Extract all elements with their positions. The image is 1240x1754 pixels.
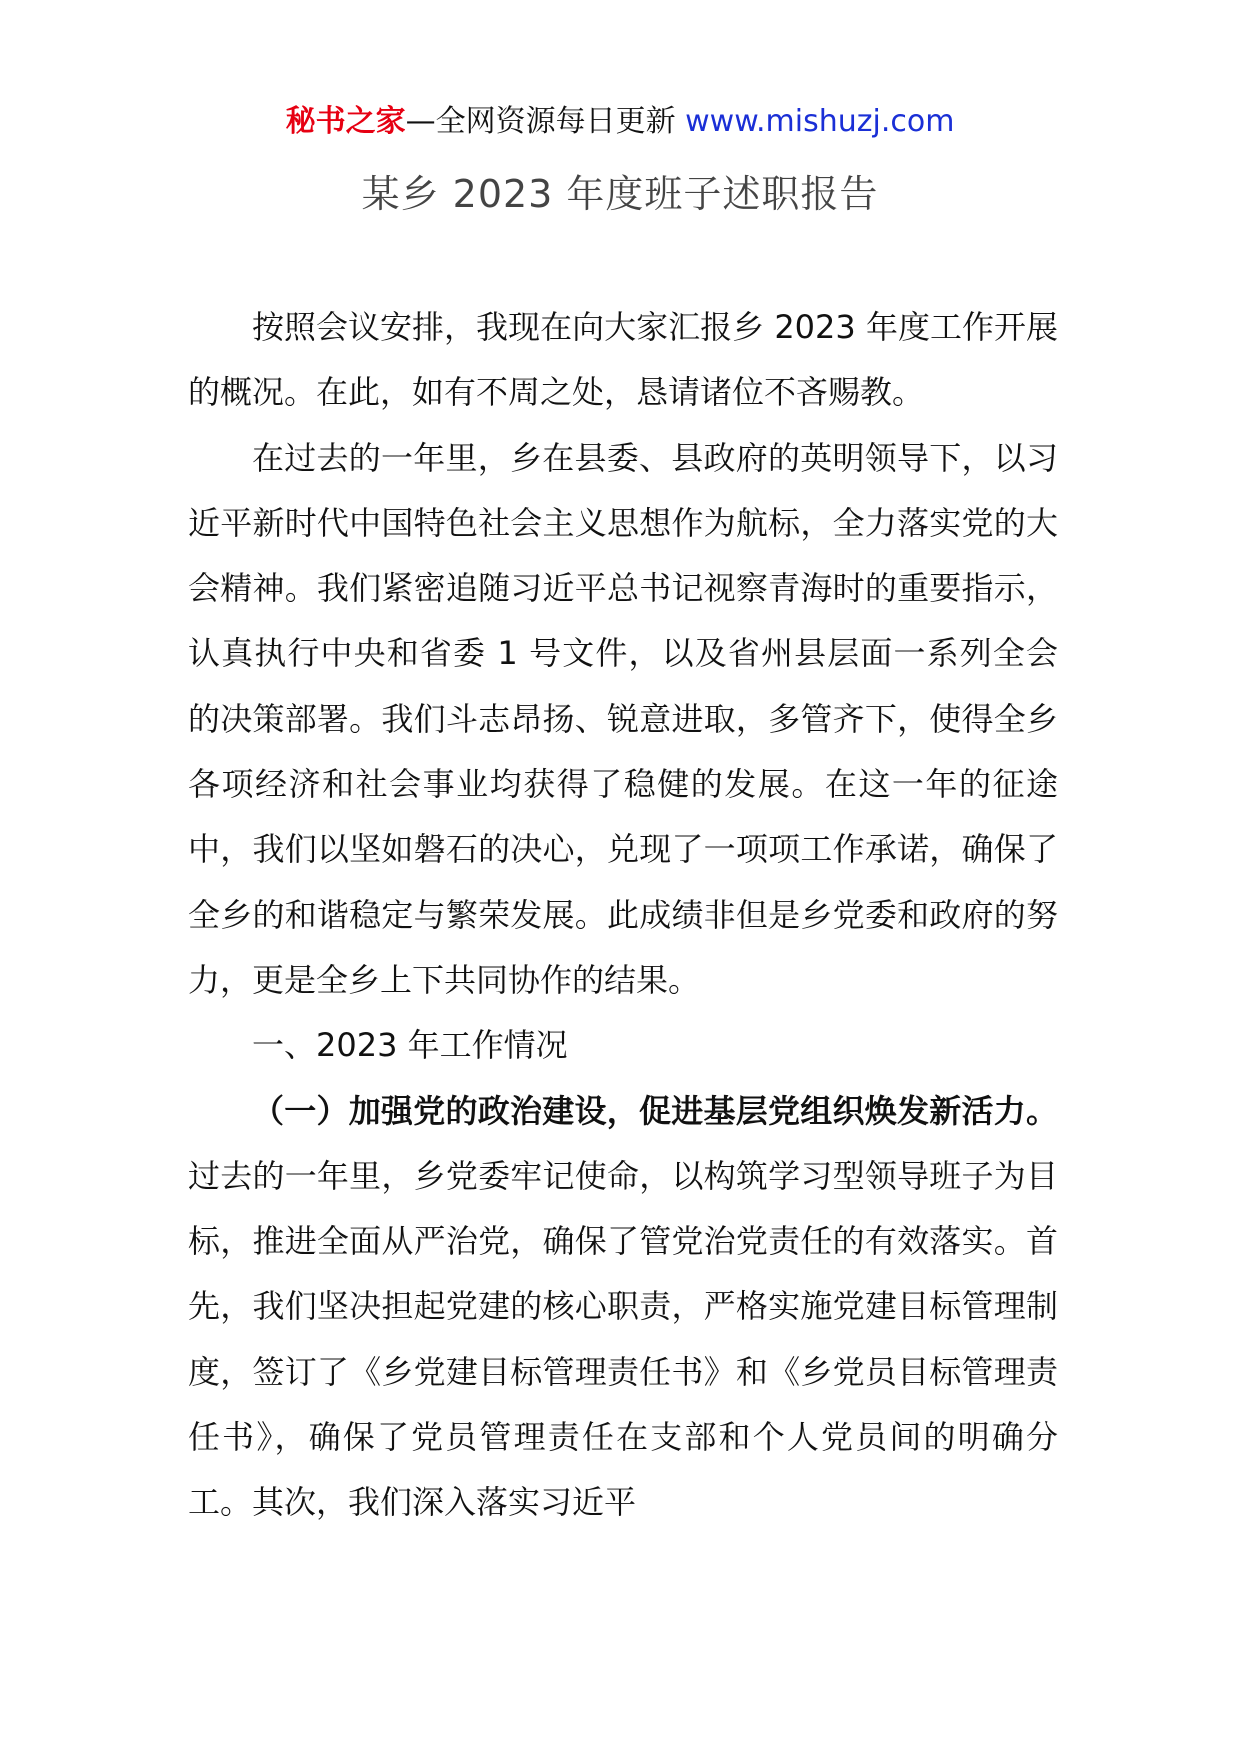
site-url-link[interactable]: www.mishuzj.com [685,104,955,139]
paragraph-overview: 在过去的一年里，乡在县委、县政府的英明领导下，以习近平新时代中国特色社会主义思想作为航标，全力落实党的大会精神。我们紧密追随习近平总书记视察青海时的重要指示，认真执行中央和省委 1 号文件，以及省州县层面一系列全会的决策部署。我们斗志昂扬、锐意进取，多管齐下，使得全乡各项经济和社会事业均获得了稳健的发展。在这一年的征途中，我们以坚如磐石的决心，兑现了一项项工作承诺，确保了全乡的和谐稳定与繁荣发展。此成绩非但是乡党委和政府的努力，更是全乡上下共同协作的结果。 [188,438,1058,999]
section-heading: 一、2023 年工作情况 [252,1026,568,1065]
site-header [0,100,1240,144]
paragraph-party-building [188,1079,1058,1536]
subsection-text: 过去的一年里，乡党委牢记使命，以构筑学习型领导班子为目标，推进全面从严治党，确保了管党治党责任的有效落实。首先，我们坚决担起党建的核心职责，严格实施党建目标管理制度，签订了《乡党建目标管理责任书》和《乡党员目标管理责任书》，确保了党员管理责任在支部和个人党员间的明确分工。其次，我们深入落实习近平 [188,1156,1058,1522]
subsection-heading: （一）加强党的政治建设，促进基层党组织焕发新活力。 [252,1091,1058,1130]
document-body [188,295,1058,1536]
paragraph-intro: 按照会议安排，我现在向大家汇报乡 2023 年度工作开展的概况。在此，如有不周之处，恳请诸位不吝赐教。 [188,308,1058,412]
brand-name: 秘书之家 [285,104,406,139]
document-title: 某乡 2023 年度班子述职报告 [361,172,879,216]
header-slogan: —全网资源每日更新 [405,104,686,139]
